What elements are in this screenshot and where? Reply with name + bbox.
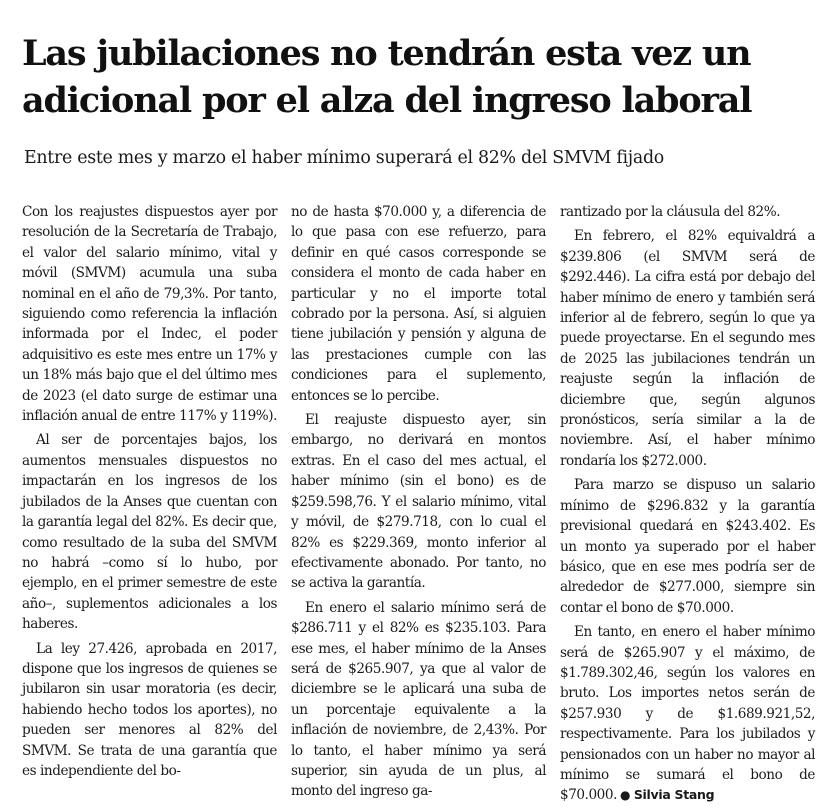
paragraph: La ley 27.426, aprobada en 2017, dispone que los ingresos de quienes se jubilaron sin usar moratoria (es decir, habiendo hecho todos los aportes), no pueden ser menores al 82% del SMVM. Se trata de una garantía que es independiente del bo- bbox=[22, 640, 277, 779]
column-3 bbox=[560, 202, 815, 806]
column-1 bbox=[22, 202, 277, 806]
paragraph: En febrero, el 82% equivaldrá a $239.806 (el SMVM será de $292.446). La cifra está por debajo del haber mínimo de enero y también será inferior al de febrero, según lo que ya puede proyectarse. En el segundo mes de 2025 las jubilaciones tendrán un reajuste según la inflación de diciembre que, según algunos pronósticos, sería similar a la de noviembre. Así, el haber mínimo rondaría los $272.000. bbox=[560, 228, 815, 469]
paragraph: Para marzo se dispuso un salario mínimo de $296.832 y la garantía previsional quedará en $243.402. Es un monto ya superado por el haber básico, que en ese mes podría ser de alrededor de $277.000, siempre sin contar el bono de $70.000. bbox=[560, 477, 815, 616]
paragraph-text: En tanto, en enero el haber mínimo será de $265.907 y el máximo, de $1.789.302,46, según los valores en bruto. Los importes netos serán de $257.930 y de $1.689.921,52, respectivamente. Para los jubilados y pensionados con un haber no mayor al mínimo se sumará el bono de $70.000. bbox=[560, 624, 815, 804]
article-body bbox=[22, 202, 817, 806]
headline: Las jubilaciones no tendrán esta vez un adicional por el alza del ingreso laboral bbox=[22, 33, 752, 121]
paragraph: no de hasta $70.000 y, a diferencia de lo que pasa con ese refuerzo, para definir en qué casos corresponde se considera el monto de cada haber en particular y no el importe total cobrado por la persona. Así, si alguien tiene jubilación y pensión y alguna de las prestaciones cumple con las condiciones para el suplemento, entonces se lo percibe. bbox=[291, 204, 546, 404]
subheadline: Entre este mes y marzo el haber mínimo superará el 82% del SMVM fijado bbox=[24, 148, 664, 168]
column-2 bbox=[291, 202, 546, 806]
paragraph-last bbox=[560, 622, 815, 806]
paragraph: rantizado por la cláusula del 82%. bbox=[560, 204, 781, 220]
bullet-icon: ● bbox=[619, 788, 630, 803]
paragraph: Al ser de porcentajes bajos, los aumentos mensuales dispuestos no impactarán en los ingresos de los jubilados de la Anses que cuentan con la garantía legal del 82%. Es decir que, como resultado de la suba del SMVM no habrá –como sí lo hubo, por ejemplo, en el primer semestre de este año–, suplementos adicionales a los haberes. bbox=[22, 432, 277, 633]
paragraph: El reajuste dispuesto ayer, sin embargo, no derivará en montos extras. En el caso del mes actual, el haber mínimo (sin el bono) es de $259.598,76. Y el salario mínimo, vital y móvil, de $279.718, con lo cual el 82% es $229.369, monto inferior al efectivamente abonado. Por tanto, no se activa la garantía. bbox=[291, 412, 546, 592]
author-byline: Silvia Stang bbox=[633, 787, 715, 803]
paragraph: Con los reajustes dispuestos ayer por resolución de la Secretaría de Trabajo, el valor del salario mínimo, vital y móvil (SMVM) acumula una suba nominal en el año de 79,3%. Por tanto, siguiendo como referencia la inflación informada por el Indec, el poder adquisitivo es este mes entre un 17% y un 18% más bajo que el del último mes de 2023 (el dato surge de estimar una inflación anual de entre 117% y 119%). bbox=[22, 204, 277, 425]
paragraph: En enero el salario mínimo será de $286.711 y el 82% es $235.103. Para ese mes, el haber mínimo de la Anses será de $265.907, ya que al valor de diciembre se le aplicará una suba de un porcentaje equivalente a la inflación de noviembre, de 2,43%. Por lo tanto, el haber mínimo ya será superior, sin ayuda de un plus, al monto del ingreso ga- bbox=[291, 599, 546, 800]
